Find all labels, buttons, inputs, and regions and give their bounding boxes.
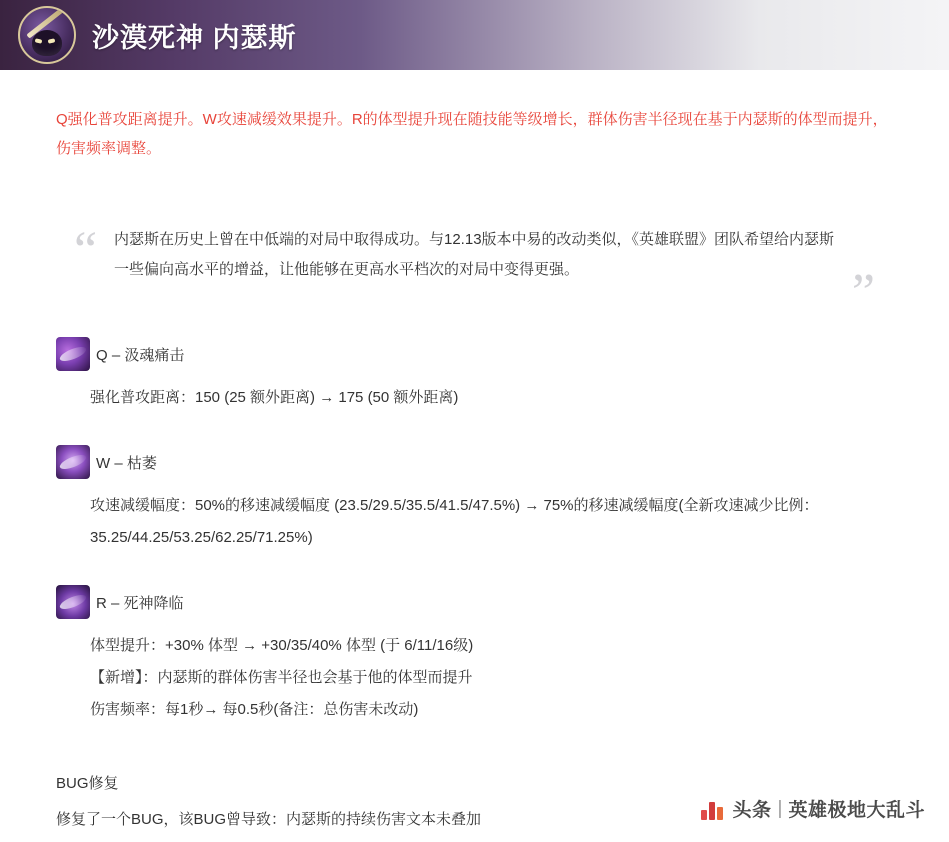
ability-entry-r	[56, 585, 893, 725]
icon-glow	[58, 452, 88, 472]
ability-change-line: 35.25/44.25/53.25/62.25/71.25%)	[90, 529, 313, 546]
ability-changes	[56, 491, 893, 553]
quote-close-icon: ”	[851, 264, 875, 321]
ability-name: R – 死神降临	[96, 594, 184, 612]
ability-header	[56, 337, 893, 371]
ability-list	[56, 337, 893, 725]
icon-glow	[58, 592, 88, 612]
mask-shape	[32, 30, 62, 56]
ability-change-line: 强化普攻距离：150 (25 额外距离) → 175 (50 额外距离)	[90, 389, 459, 406]
watermark-brand: 头条	[732, 800, 772, 821]
ability-w-icon	[56, 445, 90, 479]
quote-open-icon: “	[74, 222, 98, 279]
ability-name: Q – 汲魂痛击	[96, 346, 185, 364]
ability-change-line: 【新增】：内瑟斯的群体伤害半径也会基于他的体型而提升	[90, 669, 473, 686]
page-title: 沙漠死神 内瑟斯	[92, 22, 297, 53]
ability-change-line: 体型提升：+30% 体型 → +30/35/40% 体型 (于 6/11/16级)	[90, 637, 474, 654]
watermark	[701, 795, 925, 822]
watermark-account: 英雄极地大乱斗	[788, 800, 925, 821]
ability-entry-w	[56, 445, 893, 553]
ability-header	[56, 445, 893, 479]
ability-changes	[56, 383, 893, 413]
ability-change-line: 攻速减缓幅度：50%的移速减缓幅度 (23.5/29.5/35.5/41.5/47.5%) → 75%的移速减缓幅度(全新攻速减少比例：	[90, 497, 819, 514]
icon-glow	[58, 344, 88, 364]
designer-quote	[74, 222, 875, 321]
ability-name: W – 枯萎	[96, 454, 157, 472]
ability-q-icon	[56, 337, 90, 371]
ability-change-line: 伤害频率：每1秒→ 每0.5秒(备注：总伤害未改动)	[90, 701, 419, 718]
bugfix-title: BUG修复	[56, 775, 119, 792]
quote-text: 内瑟斯在历史上曾在中低端的对局中取得成功。与12.13版本中易的改动类似，《英雄联盟》团队希望给内瑟斯一些偏向高水平的增益，让他能够在更高水平档次的对局中变得更强。	[114, 231, 835, 278]
ability-r-icon	[56, 585, 90, 619]
champion-header	[0, 0, 949, 70]
ability-entry-q	[56, 337, 893, 413]
patch-summary: Q强化普攻距离提升。W攻速减缓效果提升。R的体型提升现在随技能等级增长，群体伤害半径现在基于内瑟斯的体型而提升，伤害频率调整。	[56, 111, 888, 157]
nasus-portrait-icon	[18, 6, 76, 64]
toutiao-logo-icon	[701, 798, 725, 820]
watermark-separator: |	[777, 797, 783, 819]
bugfix-text: 修复了一个BUG，该BUG曾导致：内瑟斯的持续伤害文本未叠加	[56, 811, 482, 828]
ability-changes	[56, 631, 893, 725]
ability-header	[56, 585, 893, 619]
